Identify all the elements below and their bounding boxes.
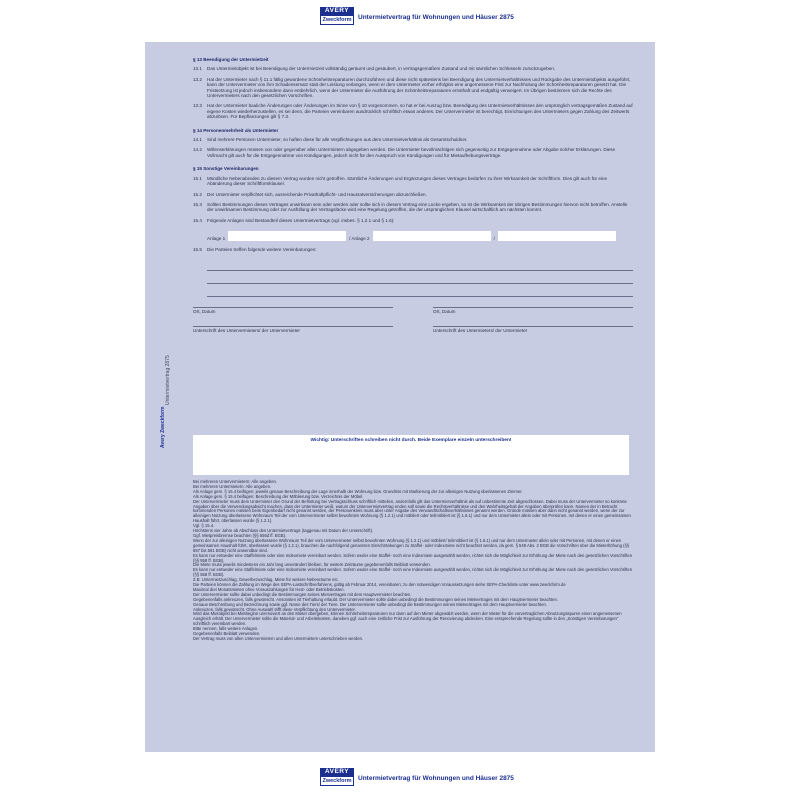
side-label: Untermietvertrag 2875: [165, 355, 171, 405]
footnote: Gegebenenfalls ankreuzen, falls gewünscht. Ansonsten ist Tierhaltung erlaubt. Der Untervermieter sollte dabei unbedingt die Bestimmungen seines Mietvertrages mit dem Hauptvermieter beachten.: [193, 596, 558, 602]
footnote: Die Miete muss jeweils mindestens ein Jahr lang unverändert bleiben, für weitere Zeiträume gegebenenfalls Beiblatt verwenden.: [193, 562, 431, 568]
date-row: [193, 307, 633, 314]
paragraph: 15.3 Sollten Bestimmungen dieses Vertrages unwirksam sein oder werden oder sollte sich in diesem Vertrag eine Lücke ergeben, so ist die Wirksamkeit der übrigen Bestimmungen hiervon nicht betroffen. Anstelle der unwirksamen Bestimmung oder zur Ausfüllung der Vertragslücke wird eine Regelung getroffen, die der ursprünglichen Klausel wirtschaftlich am nächsten kommt.: [193, 201, 628, 213]
date-left[interactable]: Ort, Datum: [193, 307, 393, 314]
footnote: Als Anlage gem. § 15.4 beifügen: Beschreibung der Möblierung bzw. Verzeichnis der Möbel.: [193, 493, 364, 499]
logo-bottom: Zweckform: [320, 15, 354, 25]
signature-right[interactable]: Unterschrift des Untermieters/ der Untermieter: [433, 326, 633, 333]
signature-left[interactable]: Unterschrift des Untervermieters/ der Untervermieter: [193, 326, 393, 333]
signature-row: [193, 326, 633, 333]
footnote: Vgl. § 15.4.: [193, 523, 215, 529]
footnotes: [193, 480, 633, 642]
footnote: Es kann nur entweder eine Staffelmiete oder eine Indexmiete vereinbart werden. Sofern weder eine Staffel- noch eine Indexmiete ausgewählt werden, richtet sich die Möglichkeit zur Erhöhung der Miete nach den gesetzlichen Vorschriften (§§ 558 ff. BGB).: [193, 552, 633, 563]
paragraph: 14.2 Willenserklärungen müssen von oder gegenüber allen Untermietern abgegeben werden. Die Untermieter bevollmächtigen sich gegenseitig zur Entgegennahme oder Abgabe solcher Erklärungen. Diese Vollmacht gilt auch für die Entgegennahme von Kündigungen, jedoch nicht für den Ausspruch von Kündigungen und für Mietaufhebungsverträge.: [193, 147, 616, 158]
paragraph: 15.5 Die Parteien treffen folgende weitere Vereinbarungen:: [193, 247, 317, 253]
date-right[interactable]: Ort, Datum: [433, 307, 633, 314]
anlage3-field[interactable]: [498, 231, 616, 241]
footnote: Maximal drei Monatsmieten ohne Vorauszahlungen für Heiz- oder Betriebskosten.: [193, 586, 345, 592]
section-title: § 15 Sonstige Vereinbarungen: [193, 166, 259, 172]
paragraph: 15.4 Folgende Anlagen sind Bestandteil dieses Untermietvertrags (vgl. insbes. § 1.2.1 und § 1.6):: [193, 217, 395, 223]
attachments-row: [207, 231, 633, 241]
paragraph: 13.2 Hat der Untermieter nach § 11.1 fällig gewordene Schönheitsreparaturen durchzuführen und diese nicht spätestens bei Beendigung des Untermietverhältnisses und Rückgabe des Untermietobjekts ausgeführt, kann der Untervermieter von ihm Schadensersatz statt der Leistung verlangen, wenn er dem Untermieter vorher erfolglos eine angemessene Frist zur Nachholung der Schönheitsreparaturen gesetzt hat. Die Fristsetzung ist jedoch insbesondere dann entbehrlich, wenn der Untermieter die Ausführung der Schönheitsreparaturen ernsthaft und endgültig verweigert. Im Übrigen bestimmen sich die Rechte des Untervermieters nach den gesetzlichen Vorschriften.: [193, 76, 631, 99]
warning-text: Wichtig: Unterschriften schreiben nicht durch. Beide Exemplare einzeln unterschreiben!: [310, 438, 512, 443]
agreement-line[interactable]: [207, 284, 633, 297]
header-band: [145, 0, 655, 42]
paragraph: 14.1 Sind mehrere Personen Untermieter, so haften diese für alle Verpflichtungen aus dem Untermietverhältnis als Gesamtschuldner.: [193, 137, 468, 143]
footnote: Ankreuzen, falls gewünscht. Ohne Auswahl trifft diese Verpflichtung den Untervermieter.: [193, 606, 356, 612]
footnote: Bitte nennen, falls weitere Anlagen.: [193, 626, 259, 632]
header-title: Untermietvertrag für Wohnungen und Häuser 2875: [358, 14, 514, 21]
logo-bottom: Zweckform: [320, 776, 354, 786]
agreement-line[interactable]: [207, 258, 633, 271]
footnote: Der Untervermieter muss dem Untermieter den Grund der Befristung bei Vertragsschluss schriftlich mitteilen, andernfalls gilt das Untermietverhältnis als auf unbestimmte Zeit abgeschlossen. Dabei muss der Untervermieter so konkrete Angaben über die Verwendungsabsicht machen, dass der Untermieter weiß, warum der Untervermietvertrag enden soll sowie die Rechtsverhältnisse und den Wahrheitsgehalt der Angaben überprüfen kann. Namen der in Betracht kommenden Personen müssen beim Eigenbedarf nicht genannt werden, der Personenkreis muss aber unter Angabe des Verwandtschaftsverhältnisses genannt werden. Gründe müssen aber dann nicht genannt werden, wenn der zur alleinigen Nutzung überlassene Wohnraum Teil der vom Untervermieter selbst bewohnten Wohnung (§ 1.2.1) und möbliert oder teilmöbliert ist (§ 1.6.1) und nur dem Untermieter allein oder mit Personen, mit denen er einen gemeinsamen Haushalt führt, überlassen wurde (§ 1.2.1).: [193, 498, 631, 524]
paragraph: 13.3 Hat der Untermieter bauliche Änderungen oder Änderungen im Sinne von § 10 vorgenommen, so hat er bei Auszug bzw. Beendigung des Untermietverhältnisses den ursprünglich vertragsgemäßen Zustand auf eigene Kosten wiederherzustellen, es sei denn, die Parteien vereinbaren ausdrücklich schriftlich etwas anderes. Der Untervermieter ist berechtigt, Einrichtungen des Untermieters gegen Zahlung des Zeitwerts abzulösen. Für Bepflanzungen gilt § 7.3.: [193, 103, 633, 120]
avery-logo-footer: [320, 768, 354, 786]
footnote: Bei mehreren Untervermietern: Alle angeben.: [193, 479, 278, 484]
footnote: Genaue Beschreibung und Bezeichnung sowie ggf. Name des Tiers/ der Tiere. Der Untervermieter sollte unbedingt die Bestimmungen seines Mietvertrages mit dem Hauptvermieter beachten.: [193, 601, 548, 607]
footnote: Gegebenenfalls Beiblatt verwenden.: [193, 631, 261, 637]
paragraph: 15.1 Mündliche Nebenabreden zu diesem Vertrag wurden nicht getroffen. Sämtliche Änderungen und Ergänzungen dieses Vertrages bedürfen zu ihrer Wirksamkeit der Schriftform. Dies gilt auch für eine Abänderung dieser Schriftformklausel.: [193, 175, 608, 187]
logo-top: AVERY: [320, 7, 354, 15]
anlage2-label: / Anlage 2: [349, 235, 370, 241]
footnote: Ggf. Mietpreisbremse beachten (§§ 556d ff. BGB).: [193, 532, 287, 538]
logo-top: AVERY: [320, 768, 354, 776]
footnote: Bei mehreren Untermietern: Alle angeben.: [193, 483, 272, 489]
footnote: Wenn der zur alleinigen Nutzung überlassene Wohnraum Teil der vom Untervermieter selbst bewohnten Wohnung (§ 1.2.1) und möbliert/ teilmöbliert ist (§ 1.6.1) und nur dem Untermieter allein oder mit Personen, mit denen er einen gemeinsamen Haushalt führt, überlassen wurde (§ 1.2.1), brauchen die nachfolgend genannten Einschränkungen zu Staffel- oder Indexmiete nicht beachtet werden, da gem. § 549 Abs. 2 BGB die Vorschriften über die Mieterhöhung (§§ 557 bis 561 BGB) nicht anwendbar sind.: [193, 537, 630, 553]
footnote: Der Untervermieter sollte dabei unbedingt die Bestimmungen seines Mietvertrages mit dem Hauptvermieter beachten.: [193, 591, 412, 597]
contract-content: [193, 55, 633, 333]
footnote: Der Vertrag muss von allen Untervermietern und allen Untermietern unterschrieben werden.: [193, 636, 364, 641]
warning-box: [193, 435, 629, 475]
paragraph: 13.1 Das Untermietobjekt ist bei Beendigung der Untermietzeit vollständig geräumt und gesäubert, in vertragsgemäßem Zustand und mit sämtlichen Schlüsseln zurückzugeben.: [193, 66, 556, 72]
agreement-line[interactable]: [207, 271, 633, 284]
section-title: § 14 Personenmehrheit als Untermieter: [193, 127, 279, 133]
paragraph: 15.2 Der Untermieter verpflichtet sich, ausreichende Privathaftpflicht- und Hausratversicherungen abzuschließen.: [193, 191, 427, 197]
footnote: Höchstens vier Jahre ab Abschluss des Untermietvertrags (taggenau mit Datum der Unterschrift).: [193, 528, 374, 534]
side-logo: Avery Zweckform: [160, 406, 166, 448]
footnote: Die Parteien können die Zahlung im Wege des SEPA-Lastschriftverfahrens, gültig ab Februar 2014, vereinbaren; zu den notwendigen Voraussetzungen siehe SEPA-Checkliste unter www.zweckform.de: [193, 582, 566, 588]
footnote: Es kann nur entweder eine Staffelmiete oder eine Indexmiete vereinbart werden. Sofern weder eine Staffel- noch eine Indexmiete ausgewählt werden, richtet sich die Möglichkeit zur Erhöhung der Miete nach den gesetzlichen Vorschriften (§§ 558 ff. BGB).: [193, 567, 633, 578]
anlage1-label: Anlage 1: [207, 235, 226, 241]
section-title: § 13 Beendigung der Untermietzeit: [193, 57, 269, 62]
avery-logo: [320, 7, 354, 25]
separator: /: [493, 235, 495, 241]
anlage2-field[interactable]: [373, 231, 491, 241]
footer-title: Untermietvertrag für Wohnungen und Häuser 2875: [358, 775, 514, 782]
footnote: Wird das Mietobjekt bei Mietbeginn unrenoviert an den Mieter übergeben, können Schönheitsreparaturen nur dann auf den Mieter abgewälzt werden, wenn der Mieter für die vorvertraglichen Abnutzungsspuren einen angemessenen Ausgleich erhält. Der Untervermieter sollte die Material- und Arbeitskosten, daneben ggf. auch eine zeitliche Frist zur Ausführung der Renovierung abdecken. Eine entsprechende Regelung sollte in den „Sonstigen Vereinbarungen“ schriftlich vereinbart werden.: [193, 611, 622, 627]
anlage1-field[interactable]: [228, 231, 346, 241]
footnote: Z.B. Untermietzuschlag, Gewerbezuschlag, Miete für weitere Nebenräume etc.: [193, 577, 339, 583]
footnote: Als Anlage gem. § 15.4 beifügen: jeweils genaue Beschreibung der Lage innerhalb der Wohnung bzw. Grundriss mit Markierung der zur alleinigen Nutzung überlassenen Zimmer.: [193, 488, 523, 494]
